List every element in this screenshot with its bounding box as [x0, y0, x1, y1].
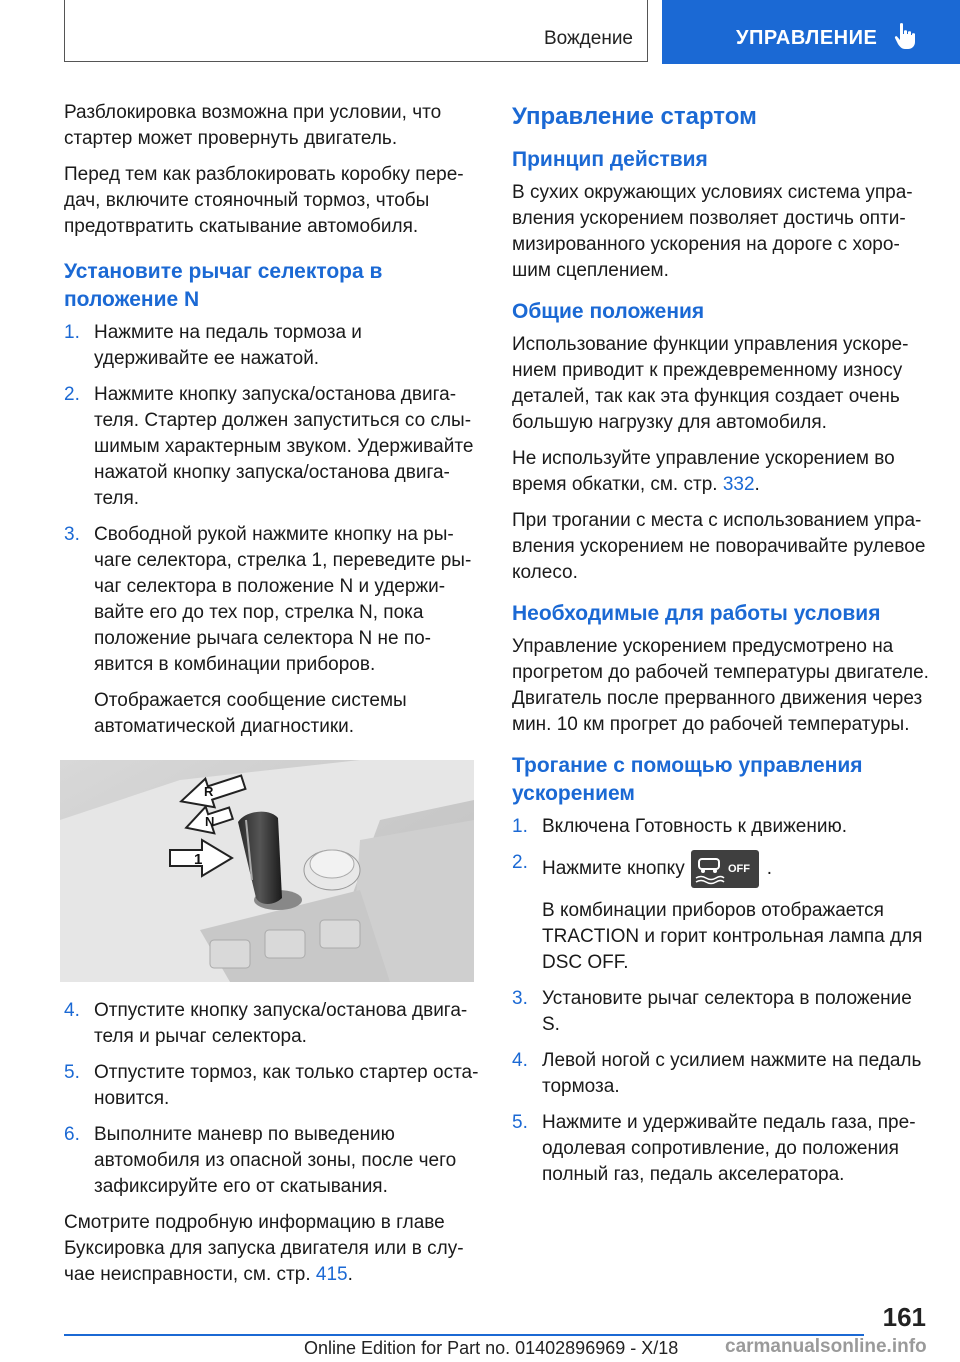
arrow-label-n: N [205, 814, 215, 829]
gear-selector-photo [60, 760, 474, 982]
arrow-label-r: R [204, 784, 214, 799]
step-number: 6. [64, 1124, 80, 1145]
footer-edition: Online Edition for Part no. 01402896969 - X/18 [304, 1338, 679, 1358]
step-number: 1. [512, 816, 528, 837]
header-section-box [64, 0, 648, 62]
list-item [64, 1060, 480, 1112]
paragraph [64, 1210, 480, 1288]
step-text: Левой ногой с усилием нажмите на педаль тормоза. [542, 1050, 922, 1097]
step-number: 3. [512, 988, 528, 1009]
paragraph: В сухих окружающих условиях система управления ускорением позволяет достичь оптимизированного ускорения на дороге с хорошим сцеплением. [512, 182, 913, 281]
paragraph-text: Смотрите подробную информацию в главе Буксировка для запуска двигателя или в случае неисправности, см. стр. [64, 1212, 464, 1285]
steps-list-1 [64, 320, 480, 740]
left-column [64, 100, 480, 1298]
header-section-title: Вождение [543, 28, 633, 49]
step-text: Нажмите кнопку запуска/останова двигателя. Стартер должен запуститься со слышимым характерным звуком. Удерживайте нажатой кнопку запуска/останова двигателя. [94, 384, 474, 509]
list-item [64, 382, 480, 512]
list-item [512, 1110, 932, 1188]
step-number: 4. [512, 1050, 528, 1071]
list-item [64, 522, 480, 740]
page-link-332[interactable]: 332 [722, 474, 755, 495]
step-text: Отпустите тормоз, как только стартер остановится. [94, 1062, 479, 1109]
subheading-general: Общие положения [512, 300, 705, 323]
dsc-off-label: OFF [727, 863, 750, 875]
step-number: 3. [64, 524, 80, 545]
page-number: 161 [882, 1302, 926, 1332]
right-column [512, 100, 932, 1198]
hand-pointer-icon [894, 22, 918, 50]
paragraph: Разблокировка возможна при условии, что стартер может провернуть двигатель. [64, 102, 442, 149]
header-chapter-title: УПРАВЛЕНИЕ [736, 27, 878, 49]
step-text: Установите рычаг селектора в положение S. [542, 988, 912, 1035]
page-link-415[interactable]: 415 [315, 1264, 348, 1285]
list-item [64, 320, 480, 372]
steps-list-launch [512, 814, 932, 1188]
step-number: 5. [512, 1112, 528, 1133]
step-text: Нажмите и удерживайте педаль газа, преодолевая сопротивление, до положения полный газ, педаль акселератора. [542, 1112, 916, 1185]
paragraph: Управление ускорением предусмотрено на прогретом до рабочей температуры двигателе. Двигатель после прерванного движения через мин. 10 км прогрет до рабочей температуры. [512, 636, 929, 735]
paragraph [512, 446, 932, 498]
list-item [512, 1048, 932, 1100]
list-item [64, 998, 480, 1050]
subheading-conditions: Необходимые для работы условия [512, 602, 881, 625]
step-text: Нажмите на педаль тормоза и удерживайте ее нажатой. [94, 322, 362, 369]
section-heading-neutral: Установите рычаг селектора в положение N [64, 260, 383, 311]
paragraph: Перед тем как разблокировать коробку передач, включите стояночный тормоз, чтобы предотвратить скатывание автомобиля. [64, 164, 464, 237]
step-text: Нажмите кнопку [542, 858, 685, 880]
section-heading-launch-control: Управление стартом [512, 103, 757, 130]
step-number: 5. [64, 1062, 80, 1083]
list-item [512, 814, 932, 840]
paragraph: Использование функции управления ускорением приводит к преждевременному износу деталей, так как эта функция создает очень большую нагрузку для автомобиля. [512, 334, 909, 433]
step-note: В комбинации приборов отображается TRACTION и горит контрольная лампа для DSC OFF. [542, 900, 923, 973]
step-number: 1. [64, 322, 80, 343]
subheading-start: Трогание с помощью управления ускорением [512, 754, 863, 805]
step-text: Отпустите кнопку запуска/останова двигателя и рычаг селектора. [94, 1000, 468, 1047]
step-note: Отображается сообщение системы автоматической диагностики. [94, 690, 407, 737]
header-chapter-tab [662, 0, 960, 64]
dsc-off-button-icon [691, 850, 759, 888]
arrow-label-1: 1 [194, 851, 203, 868]
list-item [64, 1122, 480, 1200]
paragraph-end: . [754, 474, 760, 495]
paragraph-end: . [347, 1264, 353, 1285]
paragraph: При трогании с места с использованием управления ускорением не поворачивайте рулевое колесо. [512, 510, 926, 583]
list-item [512, 986, 932, 1038]
step-text: Включена Готовность к движению. [542, 816, 847, 837]
list-item [512, 850, 932, 976]
step-number: 4. [64, 1000, 80, 1021]
step-number: 2. [64, 384, 80, 405]
paragraph-text: Не используйте управление ускорением во время обкатки, см. стр. [512, 448, 895, 495]
watermark: carmanualsonline.info [725, 1336, 927, 1357]
step-text: Выполните маневр по выведению автомобиля из опасной зоны, после чего зафиксируйте его от скатывания. [94, 1124, 457, 1197]
steps-list-2 [64, 998, 480, 1200]
step-text: Свободной рукой нажмите кнопку на рычаге селектора, стрелка 1, переведите рычаг селектора в положение N и удерживайте его до тех пор, стрелка N, пока положение рычага селектора N не появится в комбинации приборов. [94, 524, 472, 675]
step-text-after: . [766, 858, 772, 880]
subheading-principle: Принцип действия [512, 148, 708, 171]
step-number: 2. [512, 852, 528, 873]
